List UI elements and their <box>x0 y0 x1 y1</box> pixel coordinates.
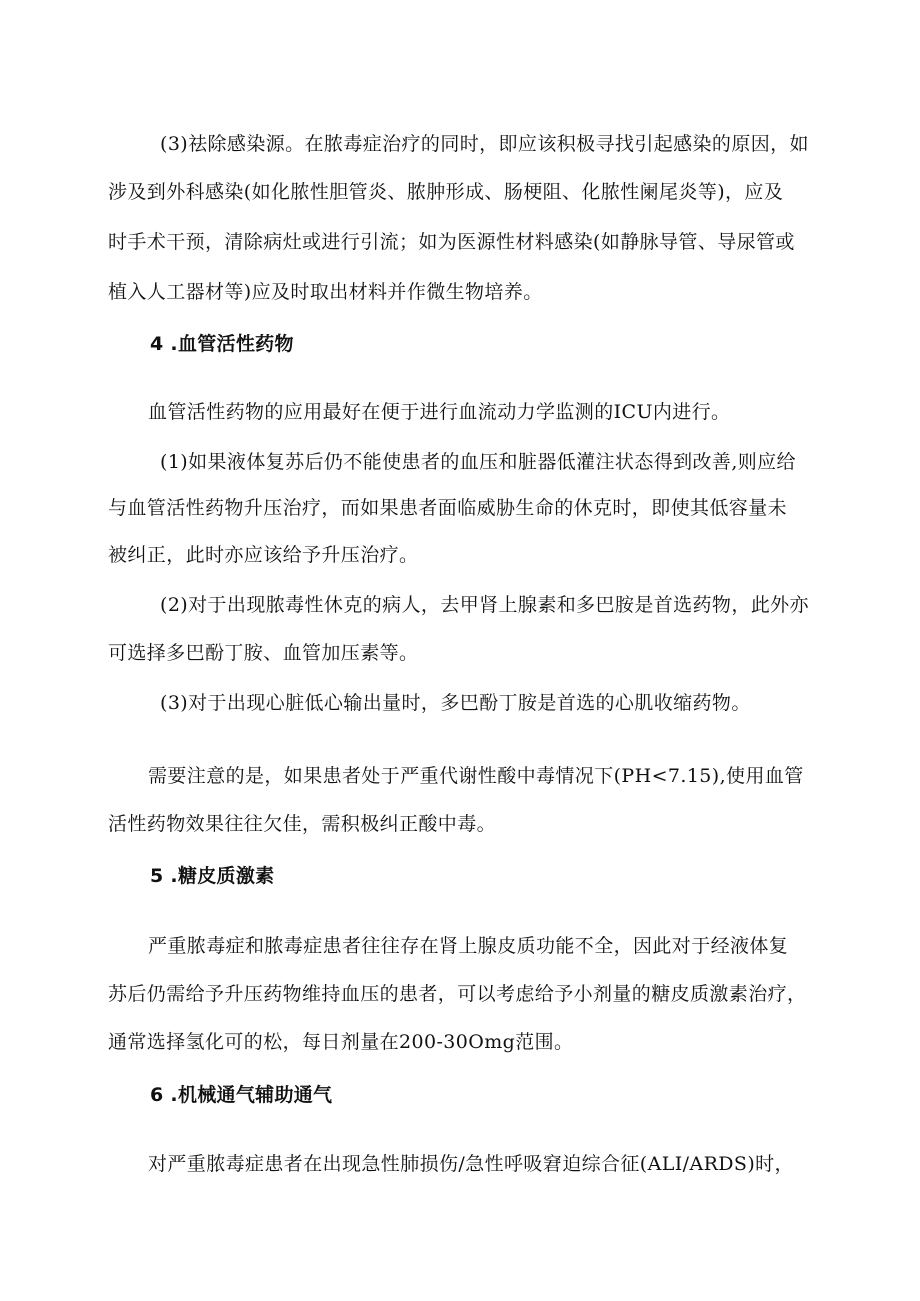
paragraph-line: (3)祛除感染源。在脓毒症治疗的同时，即应该积极寻找引起感染的原因，如 <box>160 133 809 155</box>
paragraph-line: (3)对于出现心脏低心输出量时，多巴酚丁胺是首选的心肌收缩药物。 <box>160 692 751 714</box>
paragraph-line: (1)如果液体复苏后仍不能使患者的血压和脏器低灌注状态得到改善,则应给 <box>160 451 796 473</box>
paragraph-line: 对严重脓毒症患者在出现急性肺损伤/急性呼吸窘迫综合征(ALI/ARDS)时， <box>148 1153 794 1175</box>
paragraph-line: 通常选择氢化可的松，每日剂量在200-30Omg范围。 <box>108 1031 574 1053</box>
section-heading: 4 .血管活性药物 <box>150 333 294 355</box>
section-heading: 5 .糖皮质激素 <box>150 865 275 887</box>
paragraph-line: 可选择多巴酚丁胺、血管加压素等。 <box>108 642 419 664</box>
paragraph-line: 苏后仍需给予升压药物维持血压的患者，可以考虑给予小剂量的糖皮质激素治疗， <box>108 983 807 1005</box>
paragraph-line: 时手术干预，清除病灶或进行引流；如为医源性材料感染(如静脉导管、导尿管或 <box>108 231 795 253</box>
paragraph-line: 被纠正，此时亦应该给予升压治疗。 <box>108 544 419 566</box>
section-heading: 6 .机械通气辅助通气 <box>150 1084 333 1106</box>
paragraph-line: 植入人工器材等)应及时取出材料并作微生物培养。 <box>108 281 543 303</box>
paragraph-line: 严重脓毒症和脓毒症患者往往存在肾上腺皮质功能不全，因此对于经液体复 <box>148 935 789 957</box>
paragraph-line: 与血管活性药物升压治疗，而如果患者面临威胁生命的休克时，即使其低容量未 <box>108 497 788 519</box>
paragraph-line: (2)对于出现脓毒性休克的病人，去甲肾上腺素和多巴胺是首选药物，此外亦 <box>160 594 809 616</box>
paragraph-line: 涉及到外科感染(如化脓性胆管炎、脓肿形成、肠梗阻、化脓性阑尾炎等)，应及 <box>108 181 784 203</box>
paragraph-line: 血管活性药物的应用最好在便于进行血流动力学监测的ICU内进行。 <box>148 401 731 423</box>
paragraph-line: 活性药物效果往往欠佳，需积极纠正酸中毒。 <box>108 813 497 835</box>
paragraph-line: 需要注意的是，如果患者处于严重代谢性酸中毒情况下(PH<7.15),使用血管 <box>148 765 804 787</box>
